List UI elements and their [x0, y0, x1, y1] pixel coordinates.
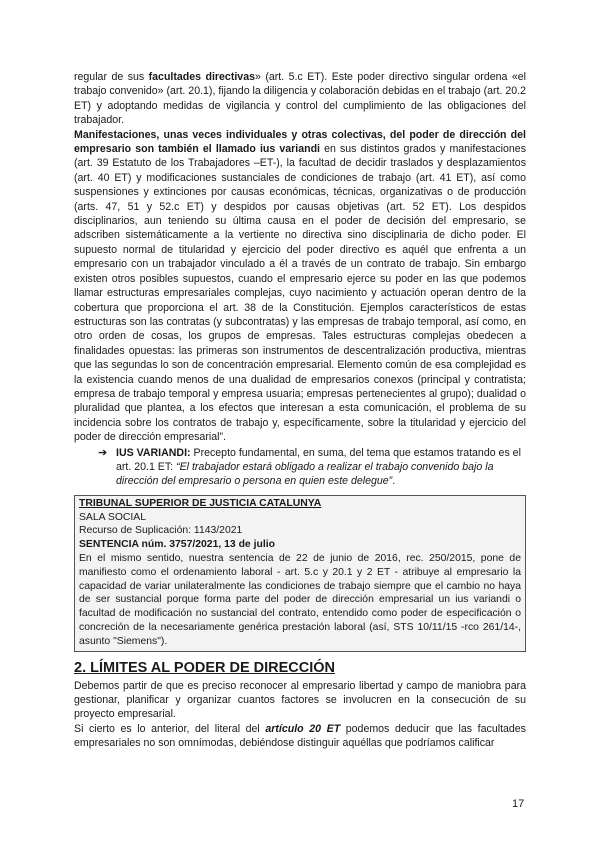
bold-run: Manifestaciones, unas veces individuales y otras colectivas, del poder de dirección del empresario son también el llamado ius variandi: [74, 128, 526, 156]
page-number: 17: [512, 798, 525, 810]
court-ruling-box: [74, 495, 526, 652]
bold-run: facultades directivas: [148, 71, 255, 83]
bold-italic-run: artículo 20 ET: [265, 722, 341, 735]
text-run: Si cierto es lo anterior, del literal del: [74, 722, 266, 735]
text-run: en sus distintos grados y manifestaciones (art. 39 Estatuto de los Trabajadores –ET-), la facultad de decidir traslados y desplazamientos (art. 40 ET) y modificaciones sustanciales de condiciones de trabajo (art. 41 ET), así como suspensiones y extinciones por causas económicas, técnicas, organizativas o de producción (arts. 47, 51 y 52.c ET) y despidos por causas objetivas (art. 52 ET). Los despidos disciplinarios, aun teniendo su última causa en el poder de decisión del empresario, se adscriben sistemáticamente a la vertiente no directiva sino disciplinaria de dicho poder. El supuesto normal de titularidad y ejercicio del poder directivo es aquél que enfrenta a un empresario con un trabajador vinculado a él a través de un contrato de trabajo. Sin embargo existen otros posibles supuestos, cuando el empresario ejerce su poder en las que podemos llamar estructuras empresariales complejas, cuyo nacimiento y actuación operan dentro de la cobertura que proporciona el art. 38 de la Constitución. Ejemplos característicos de estas estructuras son las contratas (y subcontratas) y las empresas de trabajo temporal, así como, en otro orden de cosas, los grupos de empresas. Tales estructuras complejas obedecen a finalidades opuestas: las primeras son instrumentos de descentralización productiva, mientras que las segundas lo son de concentración empresarial. Elemento común de esa complejidad es la existencia cuando menos de una dualidad de empresarios conexos (principal y contratista; empresa de trabajo temporal y empresa usuaria; empresas pertenecientes al grupo); dualidad o pluralidad que plantea, a los efectos que interesan a esta comunicación, el problema de su incidencia sobre los contratos de trabajo y, específicamente, sobre la titularidad y ejercicio del poder de dirección empresarial”.: [74, 143, 526, 444]
arrow-icon: ➔: [98, 446, 108, 459]
sala-name: SALA SOCIAL: [79, 511, 146, 523]
bullet-text: [116, 446, 526, 489]
tribunal-name: TRIBUNAL SUPERIOR DE JUSTICIA CATALUNYA: [79, 497, 322, 509]
text-run: podemos deducir que las facultades empresariales no son omnímodas, debiéndose distinguir aquéllas que podríamos calificar: [74, 722, 526, 750]
text-run: regular de sus: [74, 71, 149, 83]
text-run: .: [392, 475, 396, 488]
paragraph-libertad: Debemos partir de que es preciso reconocer al empresario libertad y campo de maniobra para gestionar, planificar y organizar cuantos factores se involucren en la consecución de su proyecto empresarial.: [74, 679, 526, 721]
paragraph-facultades: [74, 70, 526, 128]
recurso-number: Recurso de Suplicación: 1143/2021: [79, 525, 243, 537]
paragraph-manifestaciones: [74, 128, 526, 445]
section-heading: 2. LÍMITES AL PODER DE DIRECCIÓN: [74, 659, 336, 676]
ruling-body: En el mismo sentido, nuestra sentencia de 22 de junio de 2016, rec. 250/2015, pone de manifiesto como el ordenamiento laboral - art. 5.c y 20.1 y 2 ET - atribuye al empresario la capacidad de variar unilateralmente las condiciones de trabajo siempre que el cambio no haya de ser sustancial porque forma parte del poder de dirección empresarial un ius variandi o facultad de modificación no sustancial del contrato, entendido como poder de especificación o concreción de la necesariamente genérica prestación laboral (así, STS 10/11/15 -rco 261/14-, asunto "Siemens").: [79, 552, 521, 647]
bold-run: IUS VARIANDI:: [116, 446, 191, 459]
bullet-ius-variandi: [98, 446, 526, 489]
text-run: Precepto fundamental, en suma, del tema que estamos tratando es el art. 20.1 ET:: [116, 446, 521, 473]
bold-run: SENTENCIA núm. 3757/2021, 13 de julio: [79, 539, 275, 551]
page-content: [74, 70, 526, 751]
text-run: » (art. 5.c ET). Este poder directivo singular ordena «el trabajo convenido» (art. 20.1), fijando la diligencia y colaboración debidas en el trabajo (art. 20.2 ET) y adoptando medidas de vigilancia y control del cumplimiento de las obligaciones del trabajador.: [74, 71, 526, 127]
paragraph-articulo-20: [74, 722, 526, 751]
quote-run: “El trabajador estará obligado a realizar el trabajo convenido bajo la dirección del empresario o persona en quien este delegue”: [116, 460, 494, 488]
sentencia-title: [79, 538, 521, 552]
